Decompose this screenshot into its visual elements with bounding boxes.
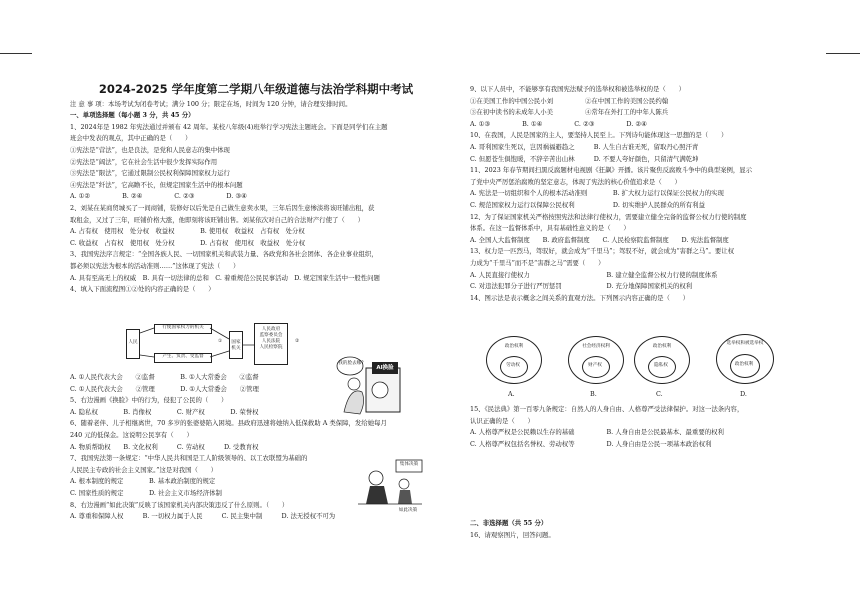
- exam-title: 2024-2025 学年度第二学期八年级道德与法治学科期中考试: [98, 82, 414, 96]
- cartoon-badge-text: AI换脸: [376, 365, 394, 371]
- question-line: 6、随着老伴、儿子相继离世，70 多岁的张婆婆陷入困境。县政府迅速将她纳入低保救助 A 类保障，发给她每月: [70, 419, 387, 428]
- section-2-block: [470, 518, 826, 541]
- flowchart-blank-1: ①: [217, 339, 223, 344]
- question-line: A. 物质帮助权 B. 文化权利 C. 劳动权 D. 受教育权: [70, 442, 259, 451]
- flowchart-organs-box: 国家机关: [229, 331, 243, 359]
- question-line: C. 规范国家权力运行以保障公民权利 D. 切实维护人民群众的所有利益: [470, 200, 705, 209]
- question-line: 7、我国宪法第一条规定：“中华人民共和国是工人阶级领导的、以工农联盟为基础的: [70, 454, 308, 463]
- venn-option-letter: C.: [656, 390, 663, 398]
- flowchart-blank-2: ②: [294, 339, 300, 344]
- question-line: C. 但愿苍生俱饱暖，不辞辛苦出山林 D. 不要人夸好颜色，只留清气满乾坤: [470, 154, 699, 163]
- venn-diagram-d: [714, 334, 778, 402]
- question-line: 人民民主专政的社会主义国家。”这是对我国（ ）: [70, 465, 218, 474]
- question-line: 3、我国宪法序言规定：“全国各族人民、一切国家机关和武装力量、各政党和各社会团体、各企业事业组织，: [70, 250, 378, 259]
- cartoon-face-swap: [336, 352, 414, 416]
- venn-outer-label: 选举权和被选举权: [726, 341, 764, 346]
- cartoon-decision-caption: 如此决策: [398, 508, 418, 513]
- question-line: 都必须以宪法为根本的活动准则……”这体现了宪法（ ）: [70, 261, 240, 270]
- question-line: 5、右边漫画《换脸》中的行为，侵犯了公民的（ ）: [70, 396, 228, 405]
- flowchart-branch: 监察委员会: [259, 333, 283, 338]
- cartoon-bubble-text: 我的脸去哪?: [338, 361, 364, 366]
- venn-diagram-a: [484, 336, 544, 402]
- venn-inner-label: 财产权: [588, 363, 602, 368]
- page-edge-line-left: [0, 53, 32, 54]
- question-line: 体系。在这一监督体系中，具有基础性意义的是（ ）: [470, 224, 630, 233]
- question-line: 班会中发表的观点，其中正确的是（ ）: [70, 134, 192, 143]
- question-line: 8、右边漫画“如此决策”反映了该国家机关内部决策违反了什么原则。（ ）: [70, 500, 289, 509]
- question-line: A. 尊重和保障人权 B. 一切权力属于人民 C. 民主集中制 D. 法无授权不可为: [70, 512, 336, 521]
- question-line: A. 哥利国家生死以，岂因祸福避趋之 B. 人生自古谁无死，留取丹心照汗青: [470, 142, 699, 151]
- question-line: 10、在我国，人民是国家的主人，要坚持人民至上。下列诗句能体现这一思想的是（ ）: [470, 131, 728, 140]
- question-line: ③宪法是“限法”，它通过限制公民权利保障国家权力运行: [70, 169, 230, 178]
- section-1-heading: 一、单项选择题（每小题 3 分，共 45 分）: [70, 111, 195, 120]
- section-2-heading: 二、非选择题（共 55 分）: [470, 519, 548, 527]
- right-column: [470, 84, 826, 304]
- venn-inner-label: 政治权利: [734, 362, 754, 367]
- venn-inner-label: 劳动权: [506, 363, 520, 368]
- cartoon-decision-sign: 集体决策: [399, 462, 419, 467]
- flowchart-figure: [126, 321, 326, 369]
- question-line: 力成为“千里马”而不是“害群之马”需要（ ）: [470, 258, 605, 267]
- venn-option-letter: A.: [508, 390, 515, 398]
- question-line: ③在初中读书的未成年人小美 ④常年在外打工的中年人陈兵: [470, 108, 669, 117]
- question-line: ④宪法是“纤法”，它高瞻不长，但规定国家生活中的根本问题: [70, 180, 243, 189]
- question-line: 11、2023 年春节期间扫黑反腐题材电视剧《狂飙》开播。该片聚焦反腐败斗争中的典型案例，显示: [470, 166, 753, 175]
- venn-option-letter: B.: [590, 390, 597, 398]
- question-line: 2、刘某在某商贸城买了一间商铺，装修好以后先是自己做生意卖水果，三年后因生意惨淡将该旺铺出租，获: [70, 203, 375, 212]
- question-line: A. 宪法是一切组织和个人的根本活动准则 B. 扩大权力运行以保证公民权力的实现: [470, 189, 724, 198]
- question-line: C. 国家性质的规定 D. 社会主义市场经济体制: [70, 488, 222, 497]
- question-line: 14、图示法是表示概念之间关系的直观方法。下列图示内容正确的是（ ）: [470, 293, 690, 302]
- flowchart-branch: 人民法院: [261, 339, 281, 344]
- flowchart-top-box: 行使国家权力的机关: [154, 324, 212, 334]
- venn-diagram-c: [632, 336, 692, 402]
- question-line: A. ①人民代表大会 ②监督 B. ①人大常委会 ②监督: [70, 373, 259, 381]
- question-line: A. ①② B. ②④ C. ②③ D. ③④: [70, 192, 247, 201]
- question-line: A. 占有权 使用权 处分权 收益权 B. 使用权 收益权 占有权 处分权: [70, 227, 305, 236]
- venn-inner-label: 隐私权: [654, 363, 668, 368]
- venn-outer-label: 社会经济权利: [582, 344, 610, 349]
- question-line: ①在美国工作的中国公民小刘 ②在中国工作的美国公民约翰: [470, 96, 669, 105]
- question-line: A. 隐私权 B. 肖像权 C. 财产权 D. 荣誉权: [70, 407, 259, 416]
- venn-outer-label: 政治权利: [504, 344, 524, 349]
- question-line: A. 根本制度的规定 B. 基本政治制度的规定: [70, 477, 216, 486]
- question-line: C. 人格尊严权包括名誉权、劳动权等 D. 人身自由是公民一项基本政治权利: [470, 439, 712, 448]
- question-line: A. 具有至高无上的权威 B. 具有一切法律的总和 C. 着重规范公民民事活动 D. 规定国家生活中一般性问题: [70, 273, 380, 282]
- question-line: 认识正确的是（ ）: [470, 416, 534, 425]
- exam-notice: 注 意 事 项：本场考试为闭卷考试；满分 100 分；限定在场，时间为 120 分钟，请合理安排时间。: [70, 99, 352, 108]
- cartoon-decision: [356, 458, 426, 516]
- question-line: C. 对违法犯罪分子进行严厉惩罚 D. 充分地保障国家机关的权利: [470, 282, 693, 291]
- question-line: 240 元的低保金。这说明公民享有（ ）: [70, 430, 193, 439]
- venn-outer-label: 政治权利: [652, 344, 672, 349]
- question-line: 13、权力是一匹烈马，驾驭好，就会成为“千里马”；驾驭不好，就会成为“害群之马”。要让权: [470, 247, 735, 256]
- question-16: 16、请观察图片，回答问题。: [470, 530, 555, 539]
- question-line: C. ①人民代表大会 ②管理 D. ①人大常委会 ②管理: [70, 384, 259, 393]
- venn-option-letter: D.: [740, 390, 747, 398]
- flowchart-bottom-box: 产生、负责、受监督: [154, 353, 212, 363]
- question-line: 15、《民法典》第一百零九条规定：自然人的人身自由、人格尊严受法律保护。对这一法条内容，: [470, 405, 744, 413]
- venn-diagram-b: [566, 336, 626, 402]
- question-line: ①宪法是“营法”，也是良法，是党和人民意志的集中体现: [70, 145, 230, 154]
- page-edge-line-right: [826, 53, 860, 54]
- question-line: 取租金，又过了三年，旺铺价格大涨，他即刻将该旺铺出售。刘某依次对自己的合法财产行使了（ ）: [70, 215, 364, 224]
- question-line: 9、以下人员中，不能够享有我国宪法赋予的选举权和被选举权的是（ ）: [470, 85, 685, 93]
- question-line: A. 人民直接行使权力 B. 建立健全监督公权力行使的制度体系: [470, 270, 718, 279]
- question-line: 12、为了保证国家机关严格按照宪法和法律行使权力，需要建立健全完备的监督公权力行使的制度: [470, 212, 747, 221]
- right-column-lower: [470, 404, 826, 450]
- flowchart-branch: 人民检察院: [259, 345, 283, 350]
- question-line: ②宪法是“阔法”，它在社会生活中很少发挥实际作用: [70, 157, 218, 166]
- question-line: 了党中央严厉惩治腐败的坚定意志，体现了宪法的核心价值追求是（ ）: [470, 177, 681, 186]
- question-line: 4、填入下面流程图①②处的内容正确的是（ ）: [70, 285, 215, 294]
- flowchart-people-box: 人民: [126, 329, 140, 359]
- flowchart-branch: 人民政府: [261, 327, 281, 332]
- question-line: A. 人格尊严权是公民赖以生存的基础 B. 人身自由是公民最基本、最重要的权利: [470, 428, 724, 437]
- question-line: A. 全国人大监督制度 B. 政府监督制度 C. 人民检察院监督制度 D. 宪法监督制度: [470, 235, 729, 244]
- flowchart-arrows: [126, 321, 326, 369]
- question-line: A. ①③ B. ①④ C. ②③ D. ②④: [470, 119, 647, 128]
- left-column: [70, 84, 442, 296]
- question-line: 1、2024年是 1982 年宪法通过并颁布 42 周年。某校八年级(4)班举行学习宪法主题班会。下面是同学们在主题: [70, 122, 388, 131]
- question-line: C. 收益权 占有权 使用权 处分权 D. 占有权 使用权 收益权 处分权: [70, 238, 305, 247]
